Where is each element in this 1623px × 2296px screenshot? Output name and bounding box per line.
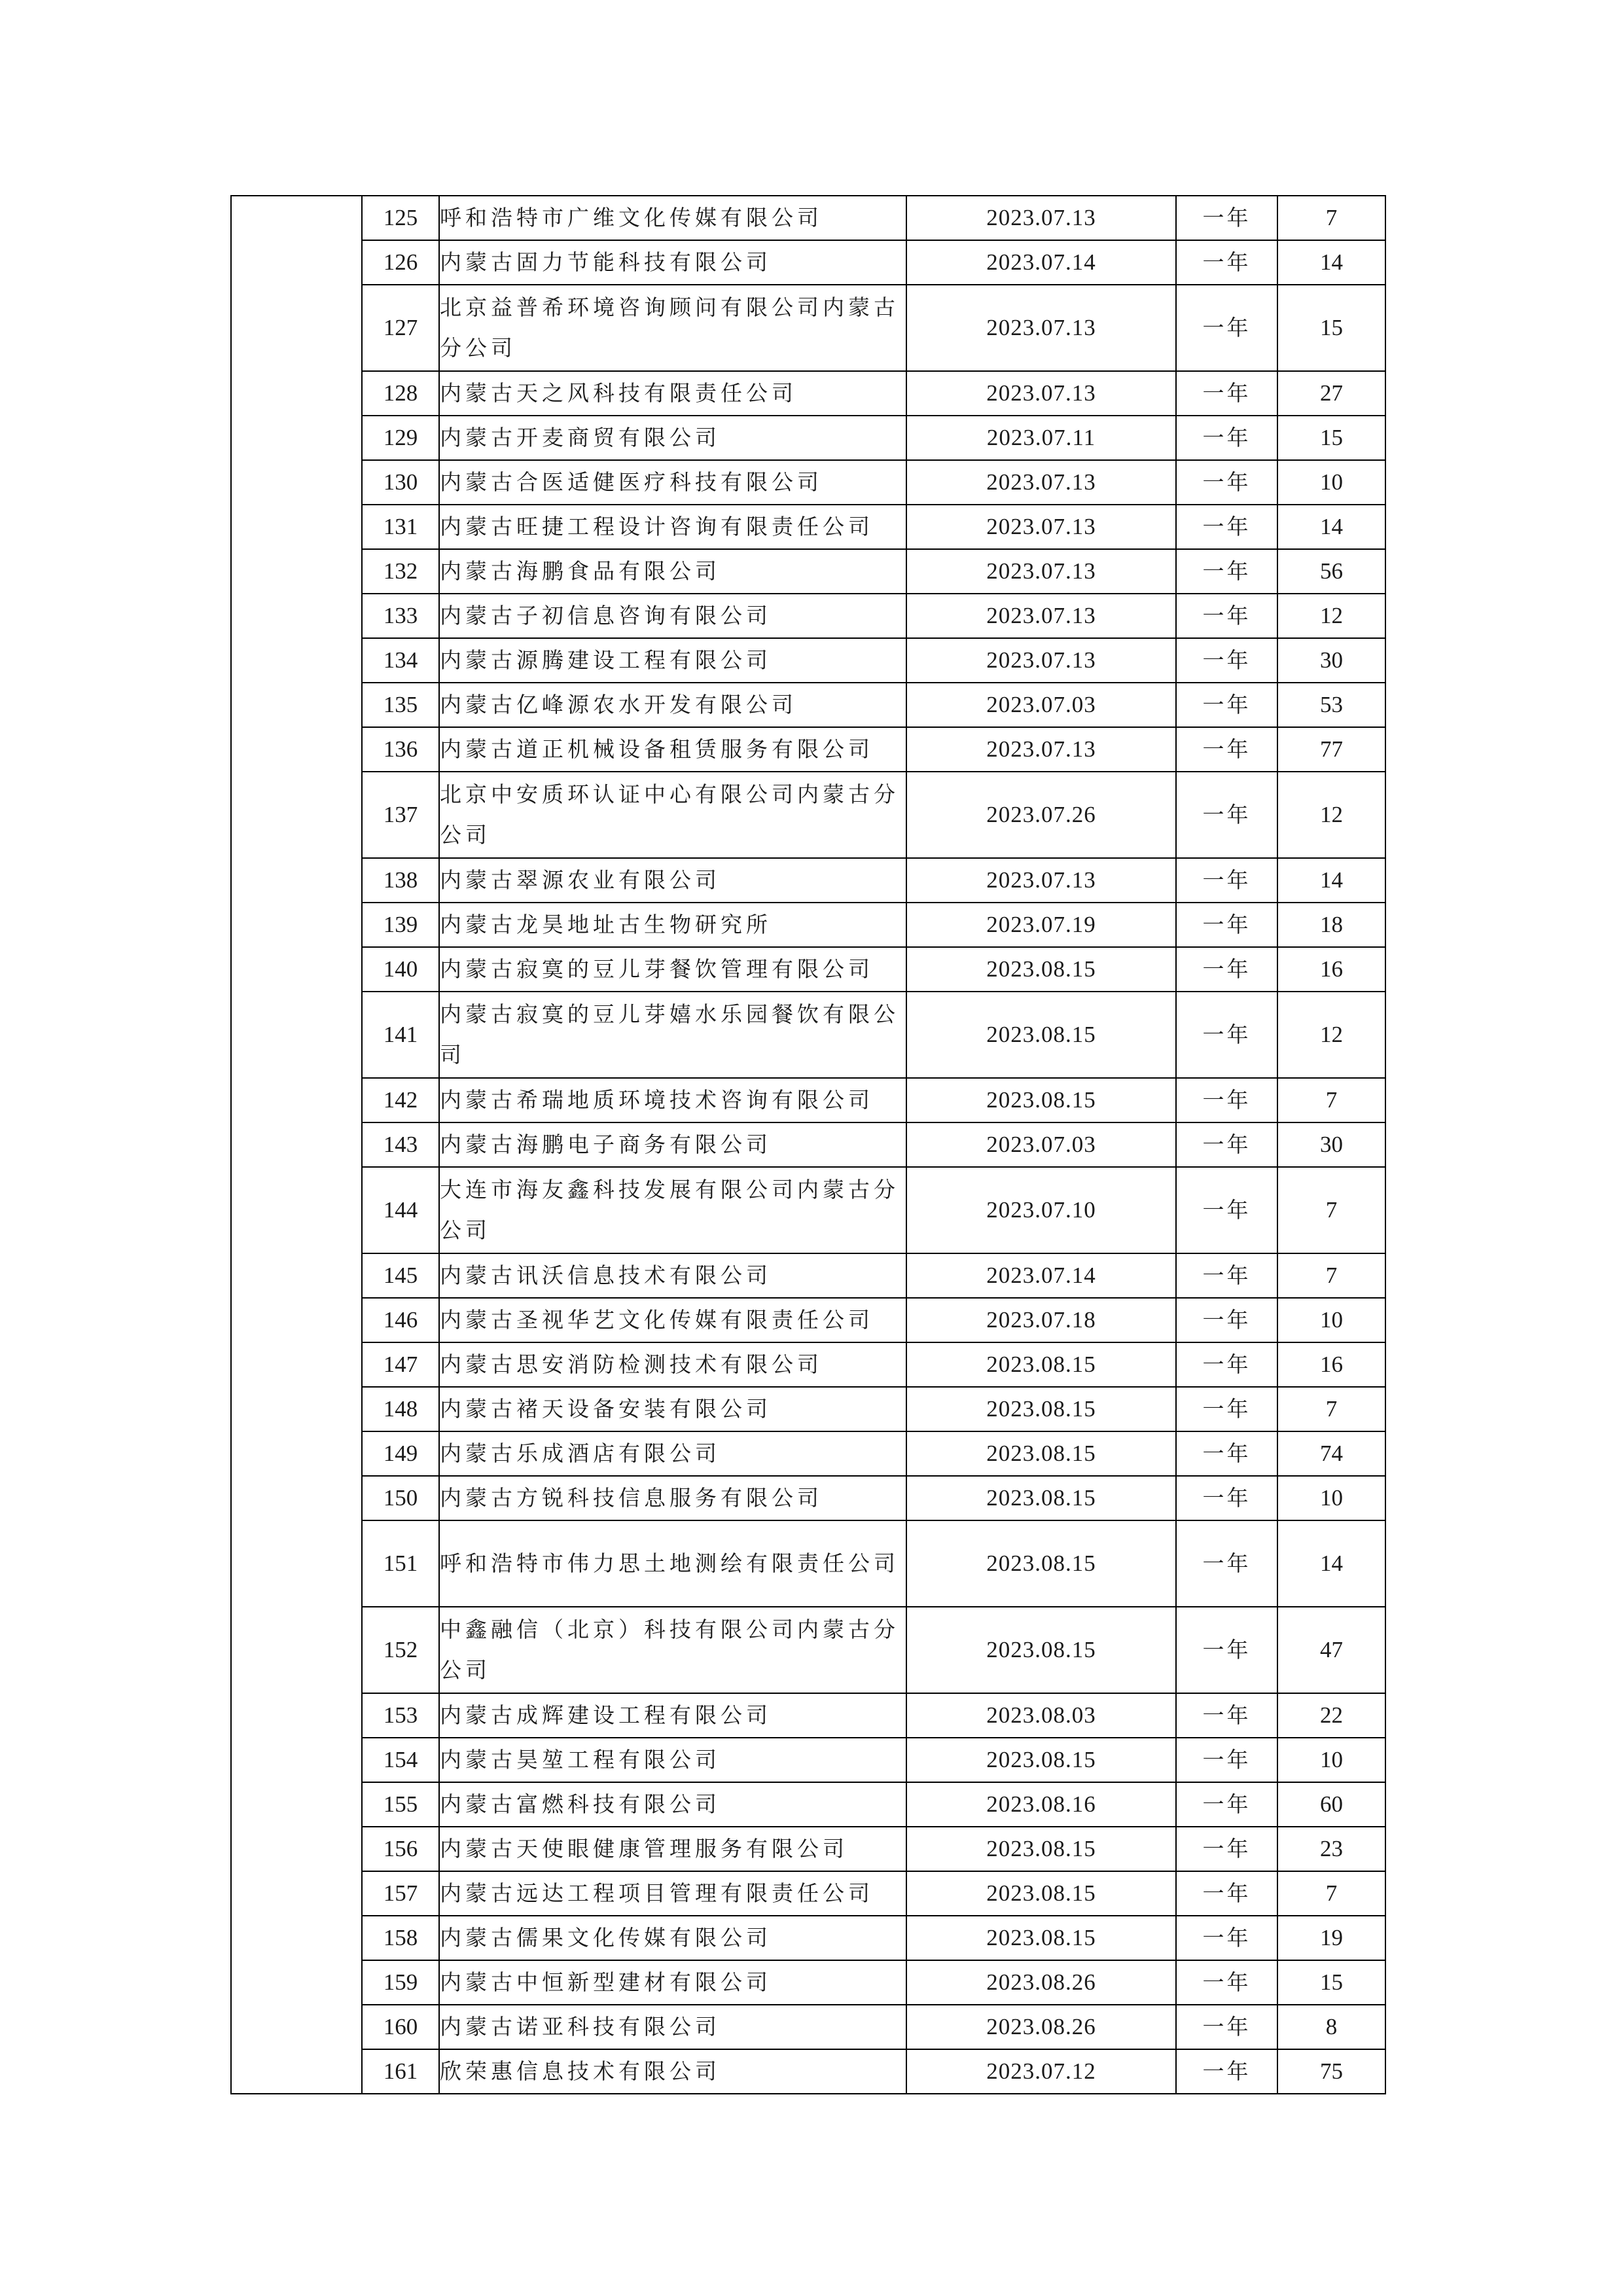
company-name: 北京益普希环境咨询顾问有限公司内蒙古分公司 bbox=[439, 285, 906, 371]
company-name: 内蒙古讯沃信息技术有限公司 bbox=[439, 1253, 906, 1298]
count-cell: 56 bbox=[1277, 549, 1385, 594]
count-cell: 7 bbox=[1277, 1871, 1385, 1916]
table-row bbox=[231, 1387, 1385, 1431]
term-cell: 一年 bbox=[1176, 638, 1277, 683]
row-number: 144 bbox=[362, 1167, 439, 1253]
count-cell: 7 bbox=[1277, 1167, 1385, 1253]
row-number: 140 bbox=[362, 947, 439, 992]
row-number: 159 bbox=[362, 1960, 439, 2005]
term-cell: 一年 bbox=[1176, 1476, 1277, 1520]
row-number: 153 bbox=[362, 1693, 439, 1738]
company-name: 内蒙古子初信息咨询有限公司 bbox=[439, 594, 906, 638]
count-cell: 23 bbox=[1277, 1827, 1385, 1871]
company-name: 欣荣惠信息技术有限公司 bbox=[439, 2049, 906, 2094]
table-row bbox=[231, 683, 1385, 727]
company-name: 内蒙古亿峰源农水开发有限公司 bbox=[439, 683, 906, 727]
company-name: 内蒙古诺亚科技有限公司 bbox=[439, 2005, 906, 2049]
date-cell: 2023.08.15 bbox=[906, 1916, 1176, 1960]
date-cell: 2023.07.13 bbox=[906, 858, 1176, 903]
term-cell: 一年 bbox=[1176, 1253, 1277, 1298]
table-row bbox=[231, 2049, 1385, 2094]
date-cell: 2023.07.13 bbox=[906, 196, 1176, 240]
term-cell: 一年 bbox=[1176, 1078, 1277, 1122]
company-name: 北京中安质环认证中心有限公司内蒙古分公司 bbox=[439, 772, 906, 858]
company-name: 内蒙古海鹏电子商务有限公司 bbox=[439, 1122, 906, 1167]
date-cell: 2023.07.19 bbox=[906, 903, 1176, 947]
term-cell: 一年 bbox=[1176, 1122, 1277, 1167]
table-row bbox=[231, 549, 1385, 594]
table-row bbox=[231, 638, 1385, 683]
date-cell: 2023.07.11 bbox=[906, 416, 1176, 460]
term-cell: 一年 bbox=[1176, 505, 1277, 549]
row-number: 160 bbox=[362, 2005, 439, 2049]
company-name: 内蒙古儒果文化传媒有限公司 bbox=[439, 1916, 906, 1960]
term-cell: 一年 bbox=[1176, 594, 1277, 638]
term-cell: 一年 bbox=[1176, 1342, 1277, 1387]
company-name: 内蒙古成辉建设工程有限公司 bbox=[439, 1693, 906, 1738]
company-name: 内蒙古方锐科技信息服务有限公司 bbox=[439, 1476, 906, 1520]
count-cell: 14 bbox=[1277, 505, 1385, 549]
date-cell: 2023.08.15 bbox=[906, 1871, 1176, 1916]
term-cell: 一年 bbox=[1176, 196, 1277, 240]
table-row bbox=[231, 947, 1385, 992]
count-cell: 14 bbox=[1277, 1520, 1385, 1607]
term-cell: 一年 bbox=[1176, 1431, 1277, 1476]
date-cell: 2023.08.15 bbox=[906, 1607, 1176, 1693]
table-row bbox=[231, 1827, 1385, 1871]
row-number: 152 bbox=[362, 1607, 439, 1693]
table-row bbox=[231, 1607, 1385, 1693]
company-table bbox=[230, 195, 1386, 2094]
term-cell: 一年 bbox=[1176, 460, 1277, 505]
table-row bbox=[231, 858, 1385, 903]
count-cell: 19 bbox=[1277, 1916, 1385, 1960]
company-name: 内蒙古道正机械设备租赁服务有限公司 bbox=[439, 727, 906, 772]
company-name: 内蒙古开麦商贸有限公司 bbox=[439, 416, 906, 460]
date-cell: 2023.08.15 bbox=[906, 1520, 1176, 1607]
count-cell: 12 bbox=[1277, 992, 1385, 1078]
count-cell: 10 bbox=[1277, 1476, 1385, 1520]
company-name: 呼和浩特市伟力思土地测绘有限责任公司 bbox=[439, 1520, 906, 1607]
term-cell: 一年 bbox=[1176, 992, 1277, 1078]
row-number: 138 bbox=[362, 858, 439, 903]
term-cell: 一年 bbox=[1176, 416, 1277, 460]
company-name: 内蒙古翠源农业有限公司 bbox=[439, 858, 906, 903]
count-cell: 16 bbox=[1277, 1342, 1385, 1387]
count-cell: 10 bbox=[1277, 1298, 1385, 1342]
table-row bbox=[231, 2005, 1385, 2049]
term-cell: 一年 bbox=[1176, 2049, 1277, 2094]
row-number: 154 bbox=[362, 1738, 439, 1782]
date-cell: 2023.07.13 bbox=[906, 594, 1176, 638]
table-row bbox=[231, 1167, 1385, 1253]
date-cell: 2023.07.18 bbox=[906, 1298, 1176, 1342]
row-number: 156 bbox=[362, 1827, 439, 1871]
table-row bbox=[231, 992, 1385, 1078]
row-number: 133 bbox=[362, 594, 439, 638]
row-number: 128 bbox=[362, 371, 439, 416]
company-name: 内蒙古源腾建设工程有限公司 bbox=[439, 638, 906, 683]
table-row bbox=[231, 1916, 1385, 1960]
date-cell: 2023.07.03 bbox=[906, 1122, 1176, 1167]
table-row bbox=[231, 1782, 1385, 1827]
term-cell: 一年 bbox=[1176, 858, 1277, 903]
table-row bbox=[231, 727, 1385, 772]
company-table-body bbox=[231, 196, 1385, 2094]
date-cell: 2023.08.26 bbox=[906, 2005, 1176, 2049]
company-name: 内蒙古固力节能科技有限公司 bbox=[439, 240, 906, 285]
date-cell: 2023.08.15 bbox=[906, 1476, 1176, 1520]
count-cell: 60 bbox=[1277, 1782, 1385, 1827]
count-cell: 7 bbox=[1277, 196, 1385, 240]
company-name: 内蒙古海鹏食品有限公司 bbox=[439, 549, 906, 594]
row-number: 161 bbox=[362, 2049, 439, 2094]
term-cell: 一年 bbox=[1176, 1827, 1277, 1871]
count-cell: 15 bbox=[1277, 416, 1385, 460]
company-name: 内蒙古寂寞的豆儿芽嬉水乐园餐饮有限公司 bbox=[439, 992, 906, 1078]
term-cell: 一年 bbox=[1176, 1167, 1277, 1253]
term-cell: 一年 bbox=[1176, 371, 1277, 416]
row-number: 148 bbox=[362, 1387, 439, 1431]
row-number: 125 bbox=[362, 196, 439, 240]
count-cell: 22 bbox=[1277, 1693, 1385, 1738]
count-cell: 14 bbox=[1277, 240, 1385, 285]
date-cell: 2023.07.12 bbox=[906, 2049, 1176, 2094]
count-cell: 30 bbox=[1277, 638, 1385, 683]
table-row bbox=[231, 1342, 1385, 1387]
date-cell: 2023.07.13 bbox=[906, 727, 1176, 772]
count-cell: 12 bbox=[1277, 594, 1385, 638]
count-cell: 18 bbox=[1277, 903, 1385, 947]
company-name: 内蒙古龙昊地址古生物研究所 bbox=[439, 903, 906, 947]
table-row bbox=[231, 1253, 1385, 1298]
table-row bbox=[231, 371, 1385, 416]
table-row bbox=[231, 505, 1385, 549]
company-name: 内蒙古希瑞地质环境技术咨询有限公司 bbox=[439, 1078, 906, 1122]
date-cell: 2023.07.13 bbox=[906, 460, 1176, 505]
count-cell: 12 bbox=[1277, 772, 1385, 858]
table-row bbox=[231, 1738, 1385, 1782]
term-cell: 一年 bbox=[1176, 285, 1277, 371]
term-cell: 一年 bbox=[1176, 1693, 1277, 1738]
date-cell: 2023.08.15 bbox=[906, 1078, 1176, 1122]
table-row bbox=[231, 1431, 1385, 1476]
row-number: 127 bbox=[362, 285, 439, 371]
row-number: 155 bbox=[362, 1782, 439, 1827]
term-cell: 一年 bbox=[1176, 1298, 1277, 1342]
term-cell: 一年 bbox=[1176, 1738, 1277, 1782]
date-cell: 2023.08.15 bbox=[906, 1827, 1176, 1871]
date-cell: 2023.07.14 bbox=[906, 240, 1176, 285]
company-name: 内蒙古天之风科技有限责任公司 bbox=[439, 371, 906, 416]
date-cell: 2023.07.14 bbox=[906, 1253, 1176, 1298]
count-cell: 7 bbox=[1277, 1253, 1385, 1298]
table-row bbox=[231, 903, 1385, 947]
date-cell: 2023.08.16 bbox=[906, 1782, 1176, 1827]
date-cell: 2023.08.03 bbox=[906, 1693, 1176, 1738]
company-name: 内蒙古圣视华艺文化传媒有限责任公司 bbox=[439, 1298, 906, 1342]
row-number: 143 bbox=[362, 1122, 439, 1167]
company-name: 内蒙古远达工程项目管理有限责任公司 bbox=[439, 1871, 906, 1916]
date-cell: 2023.07.10 bbox=[906, 1167, 1176, 1253]
table-row bbox=[231, 1960, 1385, 2005]
count-cell: 74 bbox=[1277, 1431, 1385, 1476]
company-name: 内蒙古乐成酒店有限公司 bbox=[439, 1431, 906, 1476]
company-name: 内蒙古褚天设备安装有限公司 bbox=[439, 1387, 906, 1431]
date-cell: 2023.07.13 bbox=[906, 371, 1176, 416]
row-number: 158 bbox=[362, 1916, 439, 1960]
company-name: 内蒙古富燃科技有限公司 bbox=[439, 1782, 906, 1827]
count-cell: 10 bbox=[1277, 1738, 1385, 1782]
date-cell: 2023.07.13 bbox=[906, 549, 1176, 594]
row-number: 147 bbox=[362, 1342, 439, 1387]
term-cell: 一年 bbox=[1176, 1871, 1277, 1916]
term-cell: 一年 bbox=[1176, 1916, 1277, 1960]
term-cell: 一年 bbox=[1176, 947, 1277, 992]
date-cell: 2023.08.15 bbox=[906, 947, 1176, 992]
count-cell: 10 bbox=[1277, 460, 1385, 505]
row-number: 146 bbox=[362, 1298, 439, 1342]
term-cell: 一年 bbox=[1176, 1387, 1277, 1431]
term-cell: 一年 bbox=[1176, 549, 1277, 594]
table-row bbox=[231, 1693, 1385, 1738]
table-row bbox=[231, 594, 1385, 638]
date-cell: 2023.07.03 bbox=[906, 683, 1176, 727]
table-row bbox=[231, 1078, 1385, 1122]
company-name: 内蒙古合医适健医疗科技有限公司 bbox=[439, 460, 906, 505]
date-cell: 2023.07.26 bbox=[906, 772, 1176, 858]
date-cell: 2023.08.15 bbox=[906, 1387, 1176, 1431]
term-cell: 一年 bbox=[1176, 1782, 1277, 1827]
company-name: 中鑫融信（北京）科技有限公司内蒙古分公司 bbox=[439, 1607, 906, 1693]
count-cell: 15 bbox=[1277, 285, 1385, 371]
table-row bbox=[231, 285, 1385, 371]
company-name: 内蒙古昊堃工程有限公司 bbox=[439, 1738, 906, 1782]
row-number: 145 bbox=[362, 1253, 439, 1298]
date-cell: 2023.08.15 bbox=[906, 1738, 1176, 1782]
date-cell: 2023.07.13 bbox=[906, 505, 1176, 549]
row-number: 139 bbox=[362, 903, 439, 947]
count-cell: 7 bbox=[1277, 1387, 1385, 1431]
term-cell: 一年 bbox=[1176, 772, 1277, 858]
date-cell: 2023.08.15 bbox=[906, 1342, 1176, 1387]
company-name: 内蒙古旺捷工程设计咨询有限责任公司 bbox=[439, 505, 906, 549]
row-number: 132 bbox=[362, 549, 439, 594]
row-number: 135 bbox=[362, 683, 439, 727]
term-cell: 一年 bbox=[1176, 1960, 1277, 2005]
term-cell: 一年 bbox=[1176, 1607, 1277, 1693]
date-cell: 2023.07.13 bbox=[906, 285, 1176, 371]
count-cell: 27 bbox=[1277, 371, 1385, 416]
company-name: 内蒙古思安消防检测技术有限公司 bbox=[439, 1342, 906, 1387]
count-cell: 47 bbox=[1277, 1607, 1385, 1693]
table-row bbox=[231, 1520, 1385, 1607]
count-cell: 77 bbox=[1277, 727, 1385, 772]
term-cell: 一年 bbox=[1176, 2005, 1277, 2049]
row-number: 129 bbox=[362, 416, 439, 460]
count-cell: 16 bbox=[1277, 947, 1385, 992]
row-number: 137 bbox=[362, 772, 439, 858]
table-row bbox=[231, 240, 1385, 285]
count-cell: 8 bbox=[1277, 2005, 1385, 2049]
count-cell: 14 bbox=[1277, 858, 1385, 903]
row-number: 157 bbox=[362, 1871, 439, 1916]
row-number: 150 bbox=[362, 1476, 439, 1520]
row-number: 134 bbox=[362, 638, 439, 683]
date-cell: 2023.07.13 bbox=[906, 638, 1176, 683]
count-cell: 75 bbox=[1277, 2049, 1385, 2094]
company-name: 内蒙古寂寞的豆儿芽餐饮管理有限公司 bbox=[439, 947, 906, 992]
table-row bbox=[231, 1298, 1385, 1342]
table-row bbox=[231, 1122, 1385, 1167]
row-number: 126 bbox=[362, 240, 439, 285]
company-name: 内蒙古中恒新型建材有限公司 bbox=[439, 1960, 906, 2005]
term-cell: 一年 bbox=[1176, 903, 1277, 947]
table-row bbox=[231, 416, 1385, 460]
date-cell: 2023.08.15 bbox=[906, 1431, 1176, 1476]
count-cell: 7 bbox=[1277, 1078, 1385, 1122]
row-number: 136 bbox=[362, 727, 439, 772]
count-cell: 30 bbox=[1277, 1122, 1385, 1167]
row-number: 141 bbox=[362, 992, 439, 1078]
company-name: 呼和浩特市广维文化传媒有限公司 bbox=[439, 196, 906, 240]
table-row bbox=[231, 772, 1385, 858]
merged-category-cell bbox=[231, 196, 362, 2094]
row-number: 130 bbox=[362, 460, 439, 505]
term-cell: 一年 bbox=[1176, 683, 1277, 727]
row-number: 131 bbox=[362, 505, 439, 549]
table-row bbox=[231, 460, 1385, 505]
count-cell: 15 bbox=[1277, 1960, 1385, 2005]
count-cell: 53 bbox=[1277, 683, 1385, 727]
company-name: 内蒙古天使眼健康管理服务有限公司 bbox=[439, 1827, 906, 1871]
date-cell: 2023.08.26 bbox=[906, 1960, 1176, 2005]
table-row bbox=[231, 196, 1385, 240]
company-name: 大连市海友鑫科技发展有限公司内蒙古分公司 bbox=[439, 1167, 906, 1253]
term-cell: 一年 bbox=[1176, 727, 1277, 772]
term-cell: 一年 bbox=[1176, 1520, 1277, 1607]
row-number: 142 bbox=[362, 1078, 439, 1122]
row-number: 149 bbox=[362, 1431, 439, 1476]
row-number: 151 bbox=[362, 1520, 439, 1607]
table-row bbox=[231, 1476, 1385, 1520]
table-row bbox=[231, 1871, 1385, 1916]
term-cell: 一年 bbox=[1176, 240, 1277, 285]
date-cell: 2023.08.15 bbox=[906, 992, 1176, 1078]
